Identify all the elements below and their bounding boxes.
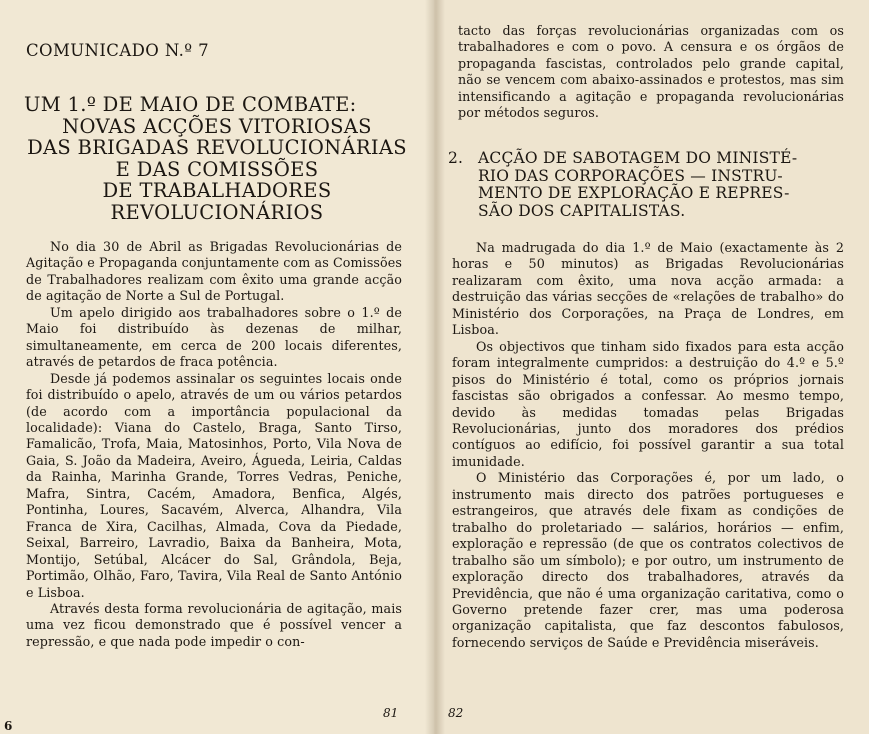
headline-line: E DAS COMISSÕES — [115, 157, 319, 181]
continuation-text — [458, 23, 844, 122]
headline-line: DAS BRIGADAS REVOLUCIONÁRIAS — [27, 136, 407, 159]
section-title-line: ACÇÃO DE SABOTAGEM DO MINISTÉ- — [478, 149, 798, 167]
corner-number: 6 — [4, 719, 13, 733]
headline — [24, 94, 410, 223]
section-title — [478, 150, 838, 220]
paragraph: Desde já podemos assinalar os seguintes locais onde foi distribuído o apelo, através de um ou vários petardos (de acordo com a importância populacional da localidade): Viana do Castelo, Braga, Santo Tirso, Famalicão, Trofa, Maia, Matosinhos, Porto, Vila Nova de Gaia, S. João da Madeira, Aveiro, Águeda, Leiria, Caldas da Rainha, Marinha Grande, Torres Vedras, Peniche, Mafra, Sintra, Cacém, Amadora, Benfica, Algés, Pontinha, Loures, Sacavém, Alverca, Alhandra, Vila Franca de Xira, Cacilhas, Almada, Cova da Piedade, Seixal, Barreiro, Lavradio, Baixa da Banheira, Mota, Montijo, Setúbal, Alcácer do Sal, Grândola, Beja, Portimão, Olhão, Faro, Tavira, Vila Real de Santo António e Lisboa. — [26, 370, 402, 600]
paragraph: Através desta forma revolucionária de agitação, mais uma vez ficou demonstrado que é possível vencer a repressão, e que nada pode impedir o con- — [26, 600, 402, 649]
paragraph: No dia 30 de Abril as Brigadas Revolucionárias de Agitação e Propaganda conjuntamente com as Comissões de Trabalhadores realizam com êxito uma grande acção de agitação de Norte a Sul de Portugal. — [26, 239, 402, 304]
book-gutter — [425, 0, 445, 734]
page-number-right: 82 — [448, 706, 464, 720]
right-page — [434, 0, 869, 734]
paragraph: Um apelo dirigido aos trabalhadores sobre o 1.º de Maio foi distribuído às dezenas de milhar, simultaneamente, em cerca de 200 locais diferentes, através de petardos de fraca potência. — [26, 304, 402, 370]
section-number: 2. — [448, 149, 464, 167]
paragraph: O Ministério das Corporações é, por um lado, o instrumento mais directo dos patrões portugueses e estrangeiros, que através dele fixam as condições de trabalho do proletariado — salários, horários — enfim, exploração e repressão (de que os contratos colectivos de trabalho são um símbolo); e por outro, um instrumento de exploração directo dos trabalhadores, através da Previdência, que não é uma organização caritativa, como o Governo pretende fazer crer, mas uma poderosa organização capitalista, que faz descontos fabulosos, fornecendo serviços de Saúde e Previdência miseráveis. — [452, 470, 844, 650]
section-title-line: RIO DAS CORPORAÇÕES — INSTRU- — [478, 166, 783, 185]
communique-label: COMUNICADO N.º 7 — [26, 41, 209, 60]
headline-line: UM 1.º DE MAIO DE COMBATE: — [24, 93, 357, 116]
right-body-text — [452, 240, 844, 651]
left-page — [0, 0, 434, 734]
page-number-left: 81 — [383, 706, 399, 720]
section-title-line: SÃO DOS CAPITALISTAS. — [478, 201, 686, 220]
section-title-line: MENTO DE EXPLORAÇÃO E REPRES- — [478, 184, 790, 202]
paragraph: Na madrugada do dia 1.º de Maio (exactamente às 2 horas e 50 minutos) as Brigadas Revolucionárias realizaram com êxito, uma nova acção armada: a destruição das várias secções de «relações de trabalho» do Ministério dos Corporações, na Praça de Londres, em Lisboa. — [452, 240, 844, 338]
left-body-text — [26, 239, 402, 650]
paragraph: Os objectivos que tinham sido fixados para esta acção foram integralmente cumpridos: a destruição do 4.º e 5.º pisos do Ministério é total, como os próprios jornais fascistas são obrigados a confessar. Ao mesmo tempo, devido às medidas tomadas pelas Brigadas Revolucionárias, junto dos moradores dos prédios contíguos ao edifício, foi possível garantir a sua total imunidade. — [452, 338, 844, 469]
headline-line: REVOLUCIONÁRIOS — [110, 200, 324, 224]
paragraph: tacto das forças revolucionárias organizadas com os trabalhadores e com o povo. A censura e os órgãos de propaganda fascistas, controlados pelo grande capital, não se vencem com abaixo-assinados e protestos, mas sim intensificando a agitação e propaganda revolucionárias por métodos seguros. — [458, 23, 844, 121]
headline-line: NOVAS ACÇÕES VITORIOSAS — [62, 114, 372, 138]
headline-line: DE TRABALHADORES — [102, 179, 332, 202]
